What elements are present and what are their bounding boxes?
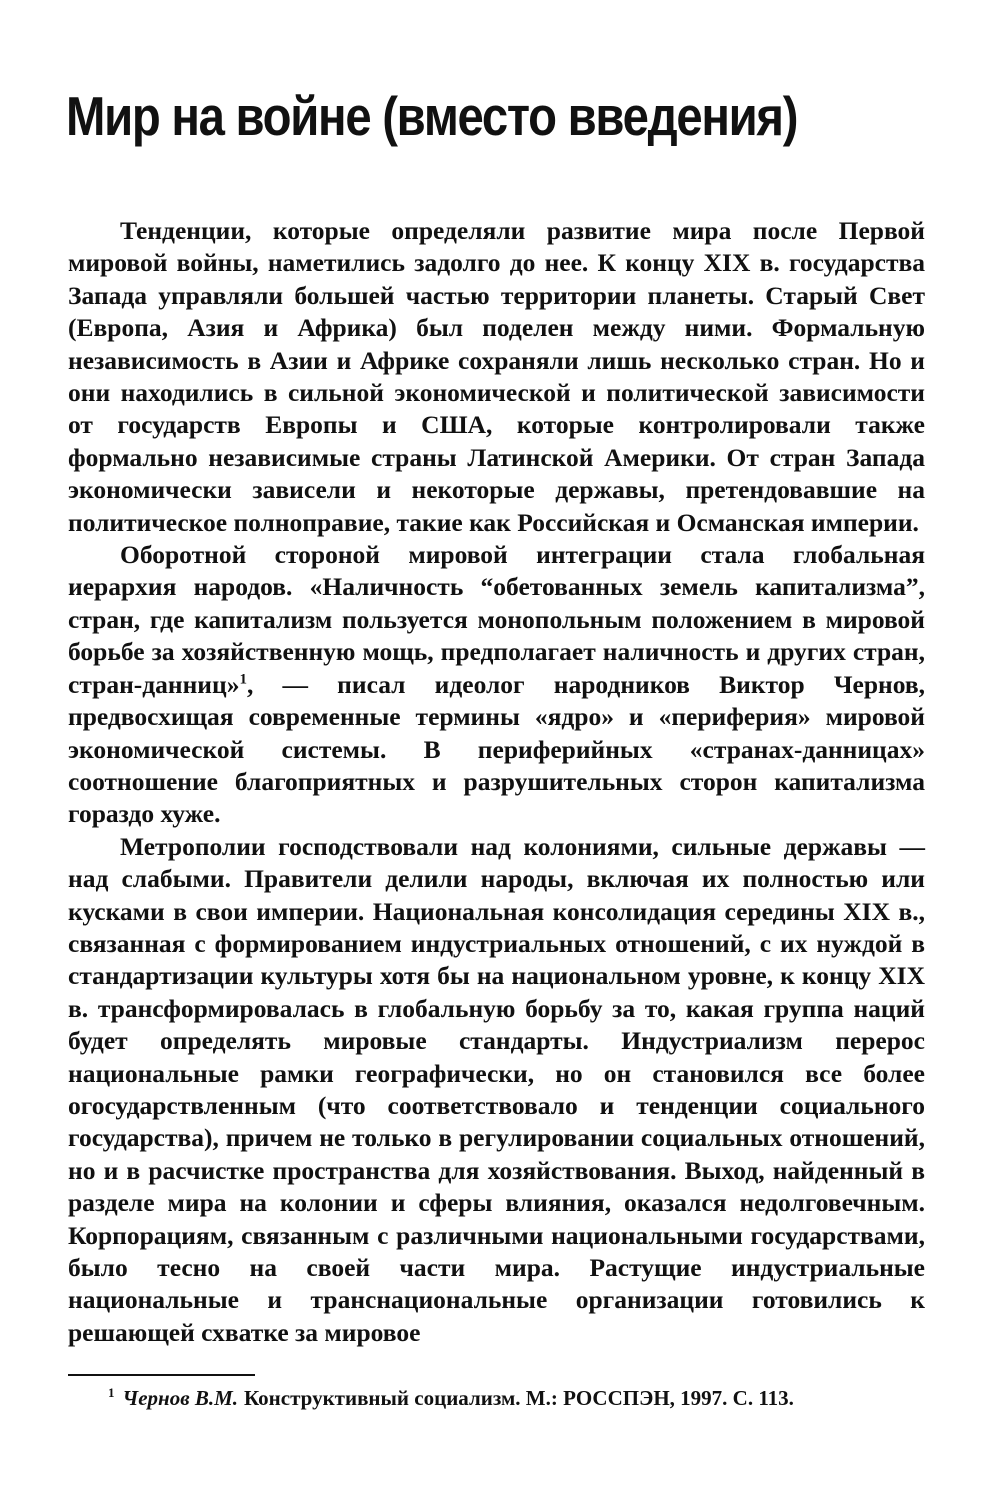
paragraph-2-text-end: , — писал идеолог народников Виктор Чернов, предвосхищая современные термины «ядро» и «периферия» мировой экономической системы. В периферийных «странах-данницах» соотношение благоприятных и разрушительных сторон капитализма гораздо хуже.	[68, 669, 925, 829]
footnote-number: 1	[108, 1385, 115, 1400]
footnote	[108, 1384, 928, 1412]
paragraph-1: Тенденции, которые определяли развитие мира после Первой мировой войны, наметились задолго до нее. К концу XIX в. государства Запада управляли большей частью территории планеты. Старый Свет (Европа, Азия и Африка) был поделен между ними. Формальную независимость в Азии и Африке сохраняли лишь несколько стран. Но и они находились в сильной экономической и политической зависимости от государств Европы и США, которые контролировали также формально независимые страны Латинской Америки. От стран Запада экономически зависели и некоторые державы, претендовавшие на политическое полноправие, такие как Российская и Османская империи.	[68, 216, 925, 537]
footnote-reference: 1	[239, 671, 247, 688]
footnote-text: Конструктивный социализм. М.: РОССПЭН, 1997. С. 113.	[244, 1386, 794, 1410]
footnote-author: Чернов В.М.	[122, 1386, 238, 1410]
paragraph-2-text-start: Оборотной стороной мировой интеграции стала глобальная иерархия народов. «Наличность “обетованных земель капитализма”, стран, где капитализм пользуется монопольным положением в мировой борьбе за хозяйственную мощь, предполагает наличность и других стран, стран-данниц»	[68, 540, 925, 699]
paragraph-2	[68, 539, 925, 831]
body-text	[68, 215, 925, 1349]
chapter-title: Мир на войне (вместо введения)	[66, 85, 798, 147]
footnote-divider	[68, 1374, 255, 1376]
paragraph-3: Метрополии господствовали над колониями, сильные державы — над слабыми. Правители делили народы, включая их полностью или кусками в свои империи. Национальная консолидация середины XIX в., связанная с формированием индустриальных отношений, с их нуждой в стандартизации культуры хотя бы на национальном уровне, к концу XIX в. трансформировалась в глобальную борьбу за то, какая группа наций будет определять мировые стандарты. Индустриализм перерос национальные рамки географически, но он становился все более огосударствленным (что соответствовало и тенденции социального государства), причем не только в регулировании социальных отношений, но и в расчистке пространства для хозяйствования. Выход, найденный в разделе мира на колонии и сферы влияния, оказался недолговечным. Корпорациям, связанным с различными национальными государствами, было тесно на своей части мира. Растущие индустриальные национальные и транснациональные организации готовились к решающей схватке за мировое	[68, 831, 925, 1347]
